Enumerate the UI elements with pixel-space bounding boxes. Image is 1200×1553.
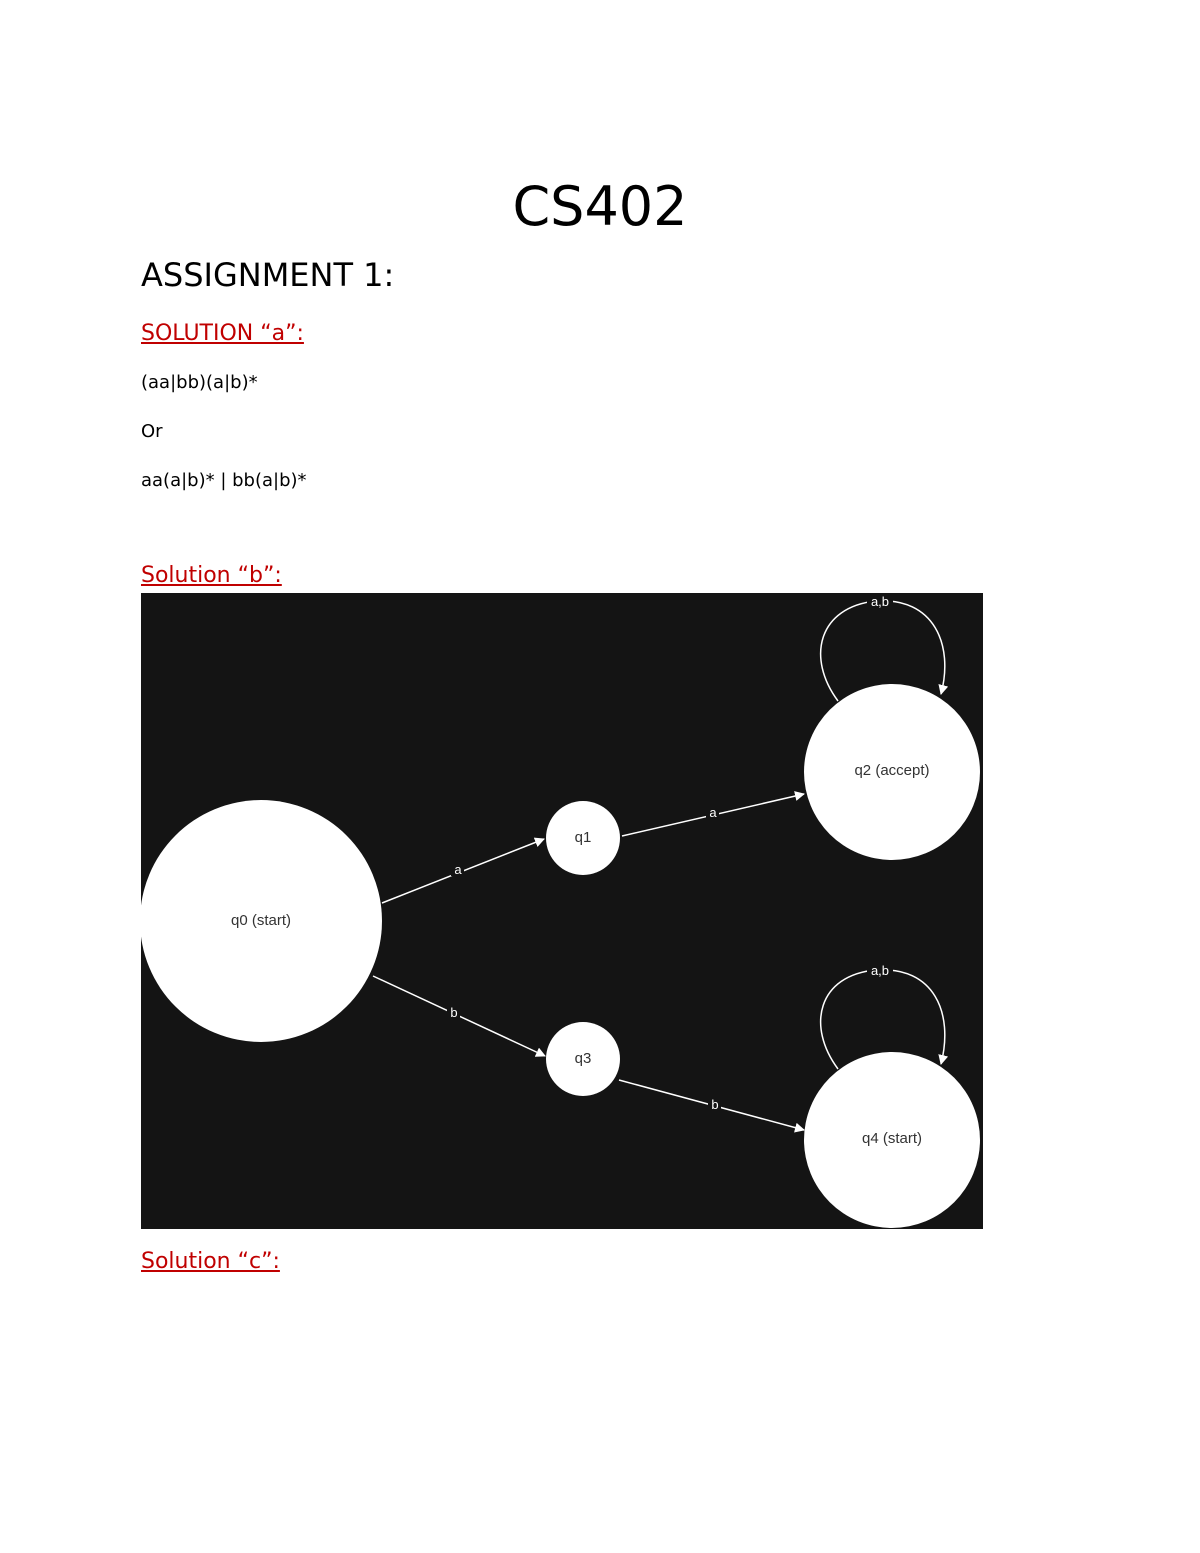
edge-label-q1-q2: a xyxy=(709,805,717,820)
document-title: CS402 xyxy=(512,175,688,238)
solution-a-or: Or xyxy=(141,421,163,442)
solution-a-regex-2: aa(a|b)* | bb(a|b)* xyxy=(141,470,307,491)
edge-label-q2-loop: a,b xyxy=(870,594,890,609)
edge-label-q0-q1: a xyxy=(454,862,462,877)
assignment-heading: ASSIGNMENT 1: xyxy=(141,256,395,294)
edge-label-q4-loop: a,b xyxy=(870,963,890,978)
state-q3-label: q3 xyxy=(574,1049,592,1067)
edge-label-q0-q3: b xyxy=(450,1005,458,1020)
state-diagram xyxy=(141,593,983,1229)
solution-b-heading: Solution “b”: xyxy=(141,563,282,588)
state-q4-label: q4 (start) xyxy=(861,1129,923,1147)
state-q2-label: q2 (accept) xyxy=(854,761,930,779)
edge-label-q3-q4: b xyxy=(711,1097,719,1112)
solution-a-regex-1: (aa|bb)(a|b)* xyxy=(141,372,258,393)
solution-c-heading: Solution “c”: xyxy=(141,1249,280,1274)
solution-a-heading: SOLUTION “a”: xyxy=(141,321,304,346)
state-q1-label: q1 xyxy=(574,828,592,846)
state-q0-label: q0 (start) xyxy=(230,911,292,929)
